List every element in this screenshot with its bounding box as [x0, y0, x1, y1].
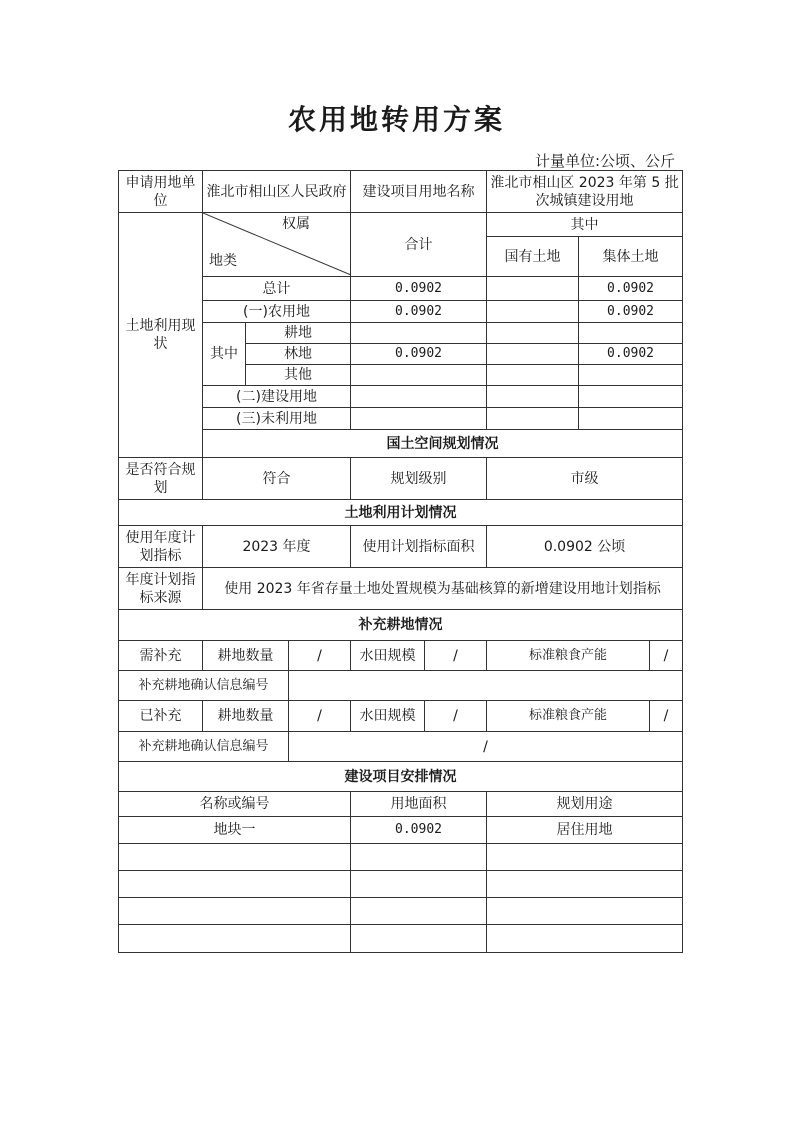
table-row: 其中 耕地: [119, 323, 683, 344]
col-use-header: 规划用途: [487, 792, 683, 817]
total-col-header: 合计: [351, 213, 487, 277]
category-label: 地类: [209, 253, 237, 269]
table-row: 林地 0.0902 0.0902: [119, 344, 683, 365]
project-arrangement-header: 建设项目安排情况: [119, 762, 683, 792]
land-status-label: 土地利用现状: [119, 213, 203, 458]
table-row: (一)农用地 0.0902 0.0902: [119, 301, 683, 323]
need-label: 需补充: [119, 641, 203, 671]
land-status-header-row: [119, 213, 683, 237]
table-row: [119, 871, 683, 898]
section-header-row: [119, 430, 683, 458]
section-header-row: [119, 762, 683, 792]
among-col-header: 其中: [487, 213, 683, 237]
table-row: 地块一 0.0902 居住用地: [119, 817, 683, 844]
table-row: [119, 844, 683, 871]
unit-note: 计量单位:公顷、公斤: [534, 152, 675, 170]
confirm-label-2: 补充耕地确认信息编号: [119, 732, 289, 762]
conform-label: 是否符合规划: [119, 458, 203, 500]
planning-level-value: 市级: [487, 458, 683, 500]
land-use-plan-header: 土地利用计划情况: [119, 500, 683, 526]
done-supplement-row: 已补充 耕地数量 / 水田规模 / 标准粮食产能 /: [119, 701, 683, 732]
applicant-label: 申请用地单位: [119, 171, 203, 213]
conform-value: 符合: [203, 458, 351, 500]
col-area-header: 用地面积: [351, 792, 487, 817]
col-name-header: 名称或编号: [119, 792, 351, 817]
plan-area-label: 使用计划指标面积: [351, 526, 487, 568]
farmland-header: 补充耕地情况: [119, 610, 683, 641]
done-label: 已补充: [119, 701, 203, 732]
land-conversion-form: [118, 170, 683, 953]
table-row: 总计 0.0902 0.0902: [119, 277, 683, 301]
ownership-category-cell: [203, 213, 351, 277]
table-row: 其他: [119, 365, 683, 386]
confirm-value-2: /: [289, 732, 683, 762]
plan-source-value: 使用 2023 年省存量土地处置规模为基础核算的新增建设用地计划指标: [203, 568, 683, 610]
ownership-label: 权属: [282, 216, 311, 232]
applicant-value: 淮北市相山区人民政府: [203, 171, 351, 213]
among-row-label: 其中: [203, 323, 246, 386]
applicant-row: [119, 171, 683, 213]
project-name-value: 淮北市相山区 2023 年第 5 批次城镇建设用地: [487, 171, 683, 213]
confirm-label: 补充耕地确认信息编号: [119, 671, 289, 701]
table-row: (三)未利用地: [119, 408, 683, 430]
table-row: (二)建设用地: [119, 386, 683, 408]
annual-plan-value: 2023 年度: [203, 526, 351, 568]
plan-source-label: 年度计划指标来源: [119, 568, 203, 610]
project-name-label: 建设项目用地名称: [351, 171, 487, 213]
spatial-planning-header: 国土空间规划情况: [203, 430, 683, 458]
annual-plan-label: 使用年度计划指标: [119, 526, 203, 568]
confirm-value: [289, 671, 683, 701]
table-row: [119, 898, 683, 925]
need-supplement-row: 需补充 耕地数量 / 水田规模 / 标准粮食产能 /: [119, 641, 683, 671]
plan-area-value: 0.0902 公顷: [487, 526, 683, 568]
table-row: [119, 925, 683, 953]
page-title: 农用地转用方案: [287, 103, 505, 136]
section-header-row: [119, 500, 683, 526]
section-header-row: [119, 610, 683, 641]
state-col-header: 国有土地: [487, 237, 579, 277]
collective-col-header: 集体土地: [579, 237, 683, 277]
planning-level-label: 规划级别: [351, 458, 487, 500]
